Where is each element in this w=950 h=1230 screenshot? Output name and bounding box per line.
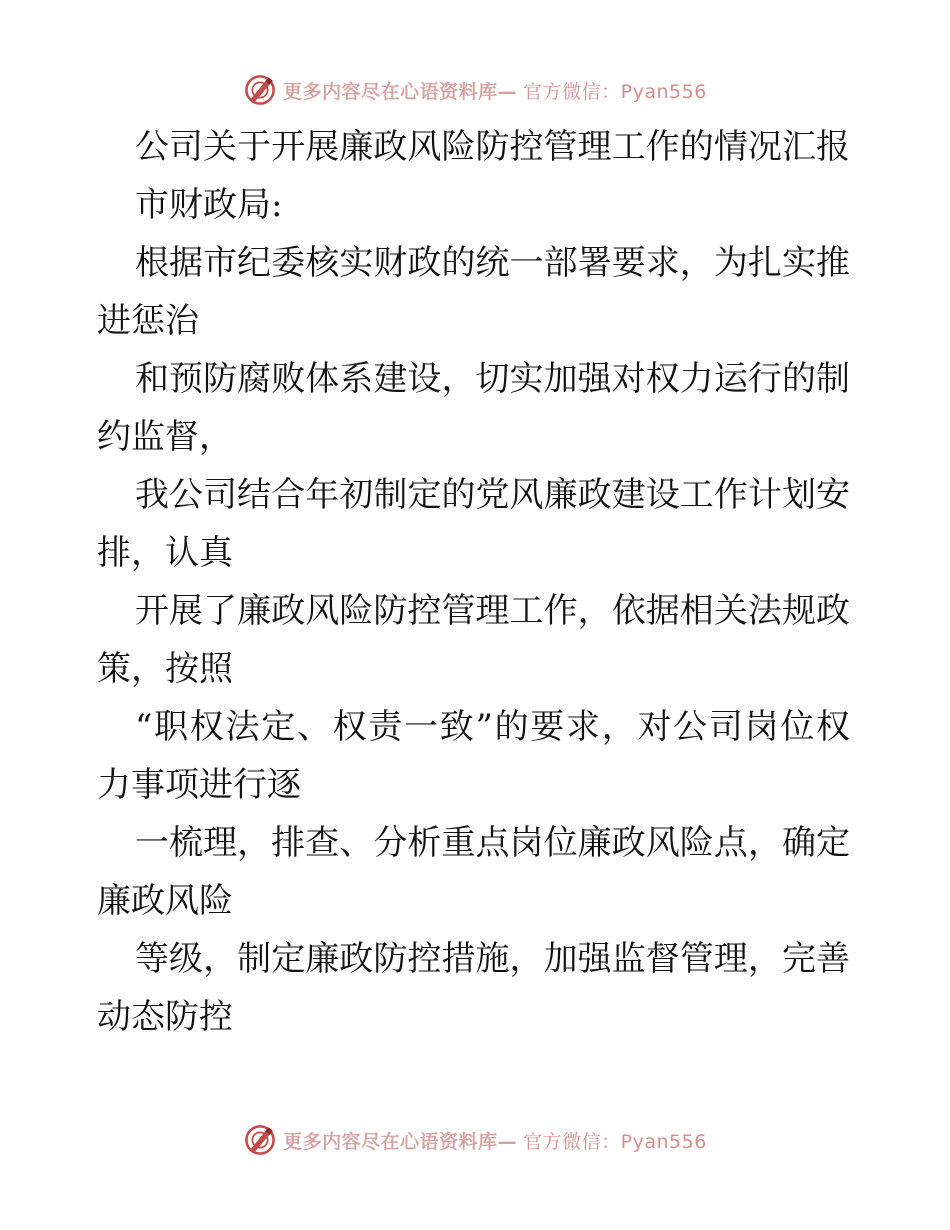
body-line: 动态防控 (97, 997, 233, 1037)
watermark-text: 更多内容尽在心语资料库— (283, 80, 518, 103)
body-line: 开展了廉政风险防控管理工作，依据相关法规政 (135, 591, 850, 631)
body-line: 排，认真 (97, 533, 233, 573)
body-line: 进惩治 (97, 301, 199, 341)
document-title: 公司关于开展廉政风险防控管理工作的情况汇报 (135, 127, 850, 167)
body-line: 我公司结合年初制定的党风廉政建设工作计划安 (135, 475, 850, 515)
document-recipient: 市财政局: (135, 185, 283, 225)
pen-logo-icon (243, 73, 277, 107)
body-line: 和预防腐败体系建设，切实加强对权力运行的制 (135, 359, 850, 399)
body-line: 廉政风险 (97, 881, 233, 921)
watermark-text: 更多内容尽在心语资料库— (283, 1130, 518, 1153)
watermark-contact: 官方微信：Pyan556 (523, 80, 707, 103)
body-line: 根据市纪委核实财政的统一部署要求，为扎实推 (135, 243, 850, 283)
watermark-banner-bottom (0, 1120, 950, 1160)
body-line: 一梳理，排查、分析重点岗位廉政风险点，确定 (135, 823, 850, 863)
pen-logo-icon (243, 1123, 277, 1157)
watermark-contact: 官方微信：Pyan556 (523, 1130, 707, 1153)
body-line: 约监督， (97, 417, 233, 457)
body-line: 等级，制定廉政防控措施，加强监督管理，完善 (135, 939, 850, 979)
body-line: 策，按照 (97, 649, 233, 689)
body-line: “职权法定、权责一致”的要求，对公司岗位权 (135, 707, 850, 747)
body-line: 力事项进行逐 (97, 765, 301, 805)
watermark-banner-top (0, 70, 950, 110)
